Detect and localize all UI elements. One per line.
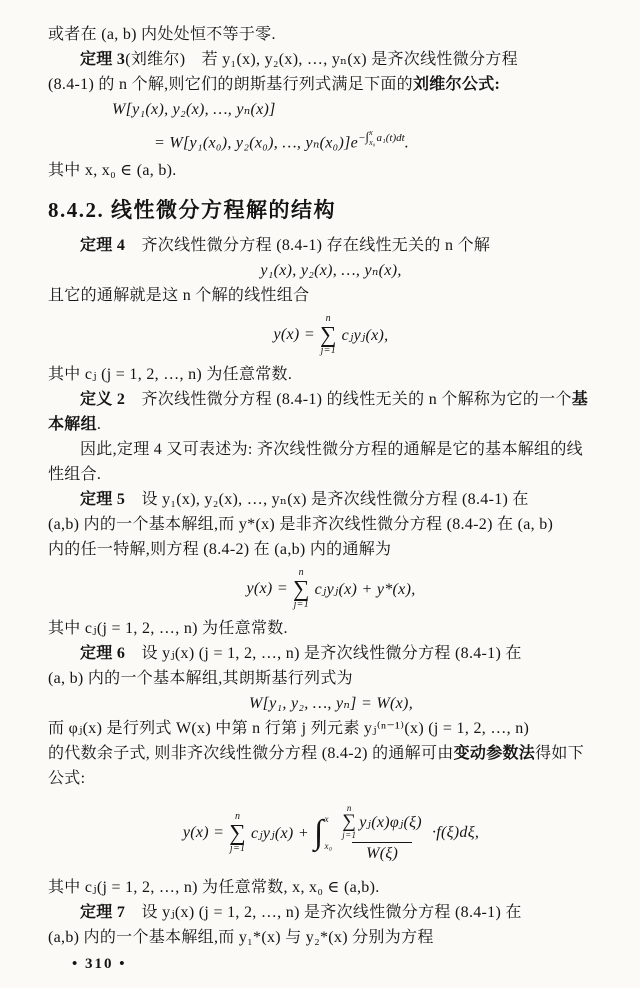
sum-upper-limit: n: [298, 567, 304, 579]
theorem-4-text: 齐次线性微分方程 (8.4-1) 存在线性无关的 n 个解: [125, 237, 491, 255]
integral-lower-limit: x₀: [369, 138, 376, 148]
theorem-5-text: 设 y₁(x), y₂(x), …, yₙ(x) 是齐次线性微分方程 (8.4-1) 在: [125, 491, 529, 509]
formula-rhs: cⱼyⱼ(x) + y*(x),: [314, 581, 416, 599]
sum-lower-limit: j=1: [342, 829, 357, 840]
numerator-terms: yⱼ(x)φⱼ(ξ): [359, 813, 422, 831]
fraction-denominator: W(ξ): [352, 842, 412, 863]
sum-upper-limit: n: [234, 811, 241, 823]
definition-2-text: 齐次线性微分方程 (8.4-1) 的线性无关的 n 个解称为它的一个: [125, 391, 572, 409]
formula-middle-term: cⱼyⱼ(x) +: [251, 825, 309, 843]
sigma-glyph: ∑: [229, 820, 246, 846]
solutions-list-formula: y₁(x), y₂(x), …, yₙ(x),: [260, 262, 402, 280]
integral-upper-limit: x: [324, 814, 329, 825]
remark-line-1: 因此,定理 4 又可表述为: 齐次线性微分方程的通解是它的基本解组的线: [80, 441, 583, 459]
variation-of-parameters-term: 变动参数法: [453, 745, 536, 763]
liouville-rhs: = W[y₁(x₀), y₂(x₀), …, yₙ(x₀)]e: [154, 134, 359, 152]
summation-symbol: [293, 568, 310, 610]
formula-tail: ·f(ξ)dξ,: [431, 824, 480, 842]
theorem-6-line-2: (a, b) 内的一个基本解组,其朗斯基行列式为: [48, 670, 353, 688]
theorem-5-line-3: 内的任一特解,则方程 (8.4-2) 在 (a,b) 内的通解为: [48, 541, 392, 559]
liouville-formula-term: 刘维尔公式:: [413, 76, 501, 93]
display-formula-general-solution: [48, 312, 614, 358]
theorem-6-label: 定理 6: [80, 645, 126, 663]
integral-symbol: ∫: [313, 814, 324, 852]
sum-upper-limit: n: [346, 802, 352, 813]
theorem-3-label: 定理 3: [80, 51, 126, 68]
sum-lower-limit: j=1: [293, 599, 309, 611]
definition-2-label: 定义 2: [80, 391, 126, 409]
integral-lower-limit: x₀: [324, 841, 333, 852]
display-formula-variation-of-parameters: [48, 795, 614, 871]
summation-symbol: [342, 804, 356, 840]
sum-upper-limit: n: [325, 313, 331, 325]
sigma-glyph: ∑: [292, 576, 310, 602]
theorem-4-label: 定理 4: [80, 237, 126, 255]
theorem-7-line-1: [48, 900, 614, 925]
theorem-6-line-5: 公式:: [48, 770, 86, 788]
section-heading: 8.4.2. 线性微分方程解的结构: [48, 198, 336, 223]
theorem-3-line-1: [48, 47, 614, 72]
where-clause-theorem-6: 其中 cⱼ(j = 1, 2, …, n) 为任意常数, x, x₀ ∈ (a,b).: [48, 879, 380, 897]
theorem-6-line-1: [48, 641, 614, 666]
display-formula-nonhomogeneous-solution: [48, 566, 614, 612]
fundamental-set-term-part2: 本解组: [48, 416, 97, 434]
fraction: [337, 804, 427, 863]
formula-lhs: y(x) =: [246, 580, 288, 598]
sum-lower-limit: j=1: [229, 843, 246, 855]
sigma-glyph: ∑: [342, 810, 357, 832]
exponent-integrand: a₁(t)dt: [376, 132, 405, 144]
exponent-minus: −: [358, 132, 366, 144]
summation-symbol: [320, 314, 337, 356]
theorem-7-text: 设 yⱼ(x) (j = 1, 2, …, n) 是齐次线性微分方程 (8.4-1) 在: [125, 904, 522, 922]
fraction-numerator: [337, 804, 427, 842]
sigma-glyph: ∑: [319, 322, 337, 348]
theorem-5-line-2: (a,b) 内的一个基本解组,而 y*(x) 是非齐次线性微分方程 (8.4-2) 在 (a, b): [48, 516, 554, 534]
theorem-3-line-2: [48, 72, 614, 97]
integral-symbol: ∫: [365, 129, 370, 144]
formula-period: .: [404, 134, 410, 152]
intro-line: 或者在 (a, b) 内处处恒不等于零.: [48, 26, 276, 43]
theorem-3-text-continued: (8.4-1) 的 n 个解,则它们的朗斯基行列式满足下面的: [48, 76, 413, 93]
integral-operator: [314, 815, 332, 851]
theorem-7-label: 定理 7: [80, 904, 126, 922]
summation-symbol: [229, 812, 246, 854]
liouville-formula-line-1: W[y₁(x), y₂(x), …, yₙ(x)]: [112, 101, 276, 118]
remark-line-2: 性组合.: [48, 466, 102, 484]
theorem-4-text-continued: 且它的通解就是这 n 个解的线性组合: [48, 287, 310, 305]
theorem-7-line-2: (a,b) 内的一个基本解组,而 y₁*(x) 与 y₂*(x) 分别为方程: [48, 929, 434, 947]
exponent: [358, 128, 405, 148]
integral-upper-limit: x: [369, 128, 373, 138]
theorem-3-text: (刘维尔) 若 y₁(x), y₂(x), …, yₙ(x) 是齐次线性微分方程: [125, 51, 518, 68]
integral-limits: [369, 129, 375, 147]
where-clause-theorem-3: 其中 x, x₀ ∈ (a, b).: [48, 162, 177, 180]
where-clause-theorem-4: 其中 cⱼ (j = 1, 2, …, n) 为任意常数.: [48, 366, 293, 384]
theorem-6-text-tail: 得如下: [535, 745, 585, 763]
sum-lower-limit: j=1: [320, 345, 337, 357]
integral-limits: [325, 815, 333, 851]
theorem-5-line-1: [48, 487, 614, 512]
wronskian-formula: W[y₁, y₂, …, yₙ] = W(x),: [248, 695, 413, 713]
formula-lhs: y(x) =: [182, 824, 225, 842]
theorem-6-line-3: 而 φⱼ(x) 是行列式 W(x) 中第 n 行第 j 列元素 yⱼ⁽ⁿ⁻¹⁾(x) (j = 1, 2, …, n): [48, 720, 530, 738]
theorem-5-label: 定理 5: [80, 491, 126, 509]
liouville-formula-line-2: [154, 122, 614, 158]
page-number: • 310 •: [72, 956, 127, 973]
theorem-6-text: 设 yⱼ(x) (j = 1, 2, …, n) 是齐次线性微分方程 (8.4-1) 在: [125, 645, 522, 663]
formula-lhs: y(x) =: [273, 326, 315, 344]
definition-2-line-2: [48, 412, 614, 437]
where-clause-theorem-5: 其中 cⱼ(j = 1, 2, …, n) 为任意常数.: [48, 620, 288, 638]
theorem-4-line-1: [48, 233, 614, 258]
fundamental-set-term-part1: 基: [571, 391, 589, 409]
theorem-6-text-continued: 的代数余子式, 则非齐次线性微分方程 (8.4-2) 的通解可由: [48, 745, 454, 763]
definition-2-period: .: [96, 416, 102, 434]
definition-2-line-1: [48, 387, 614, 412]
theorem-6-line-4: [48, 741, 614, 766]
formula-rhs: cⱼyⱼ(x),: [341, 327, 389, 345]
